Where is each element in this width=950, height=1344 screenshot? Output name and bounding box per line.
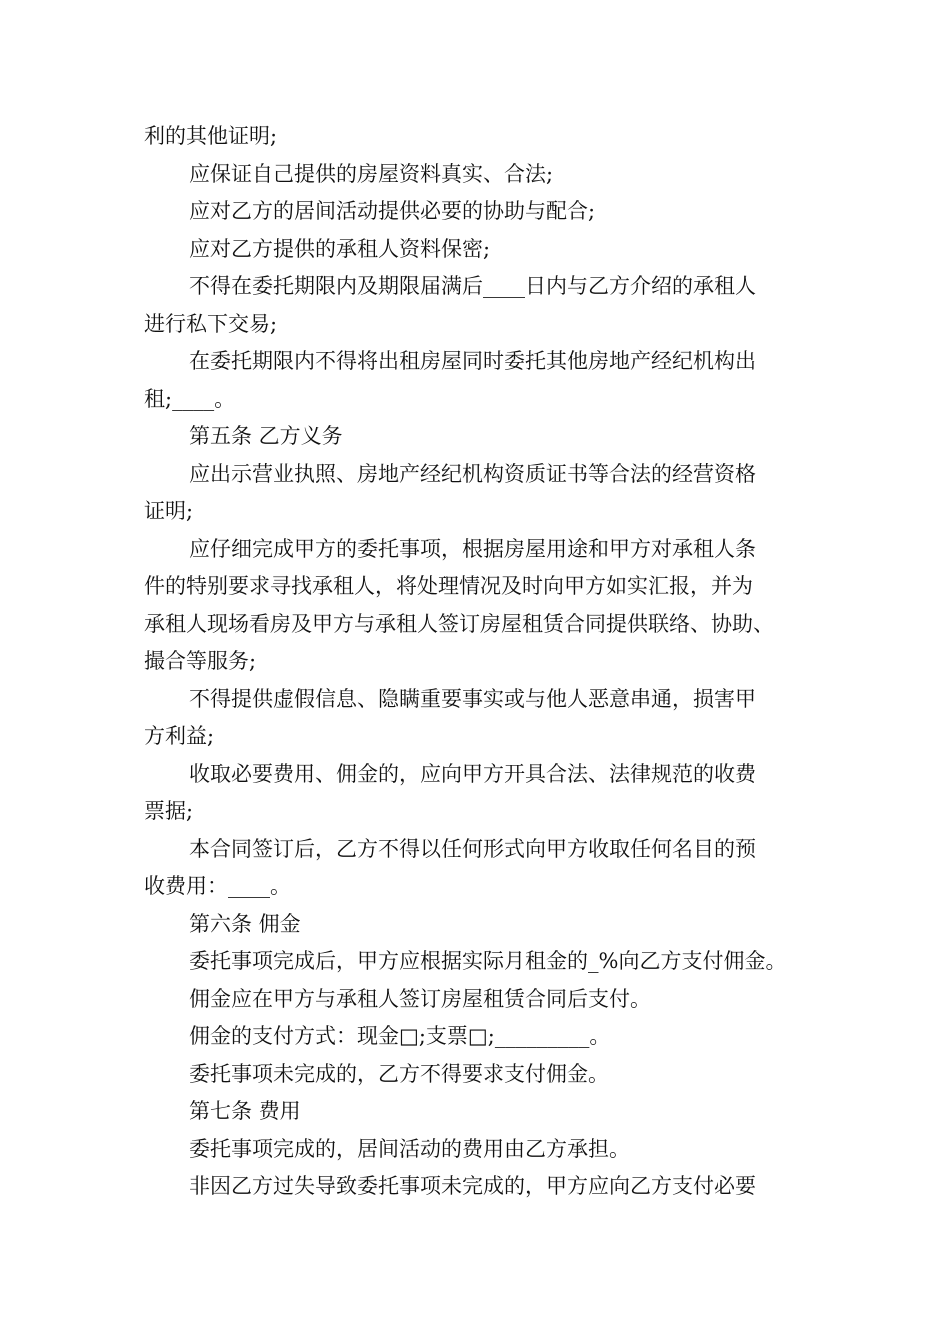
text-line: 撮合等服务; (144, 649, 257, 673)
text-line: 应对乙方的居间活动提供必要的协助与配合; (189, 199, 596, 223)
text-line: 收取必要费用、佣金的，应向甲方开具合法、法律规范的收费 (189, 761, 756, 786)
text-line: 租;____。 (144, 386, 236, 411)
text-line: 第七条 费用 (189, 1099, 301, 1123)
text-line: 委托事项完成的，居间活动的费用由乙方承担。 (189, 1136, 630, 1161)
text-line: 件的特别要求寻找承租人，将处理情况及时向甲方如实汇报，并为 (144, 574, 753, 598)
text-line: 应对乙方提供的承租人资料保密; (189, 236, 491, 261)
text-line: 应保证自己提供的房屋资料真实、合法; (189, 161, 554, 186)
text-line: 第五条 乙方义务 (189, 424, 343, 448)
text-line: 进行私下交易; (144, 311, 278, 336)
text-line: 委托事项未完成的，乙方不得要求支付佣金。 (189, 1061, 609, 1086)
text-line: 证明; (144, 499, 194, 523)
text-line: 收费用：____。 (144, 874, 291, 898)
text-line: 方利益; (144, 724, 215, 748)
text-line: 应出示营业执照、房地产经纪机构资质证书等合法的经营资格 (189, 461, 756, 486)
text-line: 不得提供虚假信息、隐瞒重要事实或与他人恶意串通，损害甲 (189, 686, 756, 711)
text-line: 利的其他证明; (144, 124, 278, 148)
document-body (144, 118, 814, 1206)
text-line: 第六条 佣金 (189, 911, 301, 936)
text-line: 非因乙方过失导致委托事项未完成的，甲方应向乙方支付必要 (189, 1174, 756, 1198)
text-line: 不得在委托期限内及期限届满后____日内与乙方介绍的承租人 (189, 274, 756, 298)
text-line: 承租人现场看房及甲方与承租人签订房屋租赁合同提供联络、协助、 (144, 611, 774, 636)
text-line: 应仔细完成甲方的委托事项，根据房屋用途和甲方对承租人条 (189, 536, 756, 561)
text-line: 佣金的支付方式：现金□;支票□;_________。 (189, 1024, 611, 1048)
text-line: 委托事项完成后，甲方应根据实际月租金的_%向乙方支付佣金。 (189, 949, 787, 973)
text-line: 票据; (144, 799, 194, 823)
text-line: 佣金应在甲方与承租人签订房屋租赁合同后支付。 (189, 986, 651, 1011)
text-line: 在委托期限内不得将出租房屋同时委托其他房地产经纪机构出 (189, 349, 756, 373)
text-line: 本合同签订后，乙方不得以任何形式向甲方收取任何名目的预 (189, 836, 756, 861)
